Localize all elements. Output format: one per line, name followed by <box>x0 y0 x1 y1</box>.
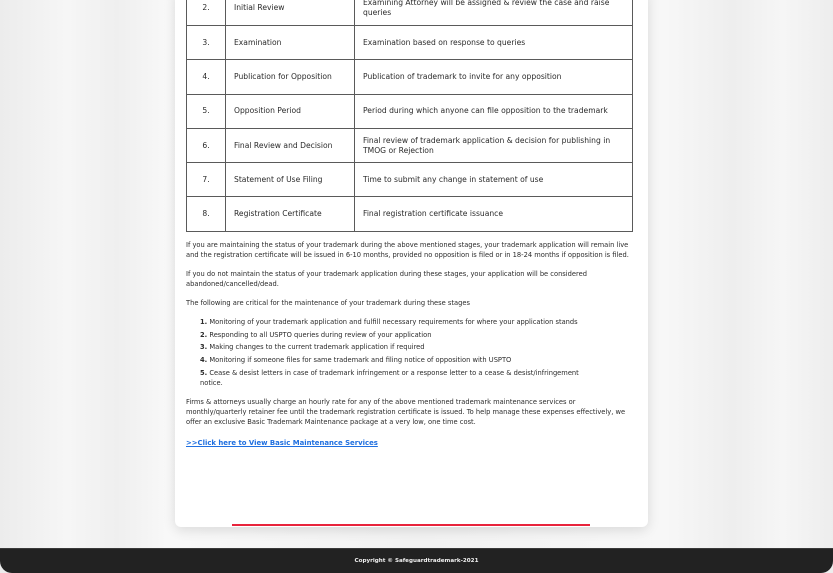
table-row <box>187 128 633 162</box>
list-item-text: Cease & desist letters in case of trademark infringement or a response letter to a cease & desist/infringement notice. <box>200 368 579 387</box>
list-item-number: 2. <box>200 330 208 339</box>
stage-description: Examination based on response to queries <box>355 26 633 60</box>
stage-description: Time to submit any change in statement of use <box>355 163 633 197</box>
stage-number: 8. <box>187 197 226 231</box>
stage-number: 4. <box>187 60 226 94</box>
list-item-number: 4. <box>200 356 208 365</box>
stage-name: Publication for Opposition <box>226 60 355 94</box>
list-item-number: 5. <box>200 368 208 377</box>
stage-description: Period during which anyone can file opposition to the trademark <box>355 94 633 128</box>
table-row <box>187 94 633 128</box>
stage-name: Registration Certificate <box>226 197 355 231</box>
stage-number: 7. <box>187 163 226 197</box>
stage-description: Examining Attorney will be assigned & review the case and raise queries <box>355 0 633 26</box>
accent-divider <box>232 524 590 526</box>
paragraph-critical-intro: The following are critical for the maintenance of your trademark during these stages <box>186 299 470 308</box>
stage-description: Publication of trademark to invite for any opposition <box>355 60 633 94</box>
list-item <box>200 368 580 388</box>
copyright-text: Copyright © Safeguardtrademark-2021 <box>354 558 479 564</box>
list-item-number: 3. <box>200 343 208 352</box>
table-row <box>187 0 633 26</box>
stage-number: 2. <box>187 0 226 26</box>
table-row <box>187 60 633 94</box>
stage-number: 3. <box>187 26 226 60</box>
content-card <box>175 0 648 527</box>
list-item <box>200 317 580 327</box>
stage-number: 6. <box>187 128 226 162</box>
list-item <box>200 342 580 352</box>
list-item-text: Making changes to the current trademark application if required <box>209 343 425 352</box>
table-row <box>187 26 633 60</box>
list-item-text: Responding to all USPTO queries during review of your application <box>209 330 432 339</box>
stage-name: Final Review and Decision <box>226 128 355 162</box>
stage-description: Final registration certificate issuance <box>355 197 633 231</box>
list-item-text: Monitoring of your trademark application and fulfill necessary requirements for where your application stands <box>209 318 578 327</box>
view-basic-maintenance-link[interactable]: >>Click here to View Basic Maintenance Services <box>186 439 378 448</box>
list-item-text: Monitoring if someone files for same trademark and filing notice of opposition with USPTO <box>209 356 512 365</box>
page-footer <box>0 548 833 573</box>
paragraph-firms: Firms & attorneys usually charge an hourly rate for any of the above mentioned trademark maintenance services or monthly/quarterly retainer fee until the trademark registration certificate is issued. To help manage these expenses effectively, we offer an exclusive Basic Trademark Maintenance package at a very low, one time cost. <box>186 397 626 427</box>
list-item <box>200 330 580 340</box>
maintenance-info <box>186 240 636 448</box>
paragraph-not-maintaining: If you do not maintain the status of your trademark application during these stages, your application will be considered abandoned/cancelled/dead. <box>186 270 587 289</box>
stage-name: Opposition Period <box>226 94 355 128</box>
list-item-number: 1. <box>200 318 208 327</box>
stage-name: Statement of Use Filing <box>226 163 355 197</box>
stage-name: Examination <box>226 26 355 60</box>
stage-number: 5. <box>187 94 226 128</box>
paragraph-maintaining: If you are maintaining the status of your trademark during the above mentioned stages, your trademark application will remain live and the registration certificate will be issued in 6-10 months, provided no opposition is filed or in 18-24 months if opposition is filed. <box>186 241 629 260</box>
table-row <box>187 197 633 231</box>
stage-name: Initial Review <box>226 0 355 26</box>
critical-items-list <box>200 317 580 387</box>
trademark-stages-table <box>186 0 633 232</box>
stage-description: Final review of trademark application & decision for publishing in TMOG or Rejection <box>355 128 633 162</box>
list-item <box>200 355 580 365</box>
table-row <box>187 163 633 197</box>
